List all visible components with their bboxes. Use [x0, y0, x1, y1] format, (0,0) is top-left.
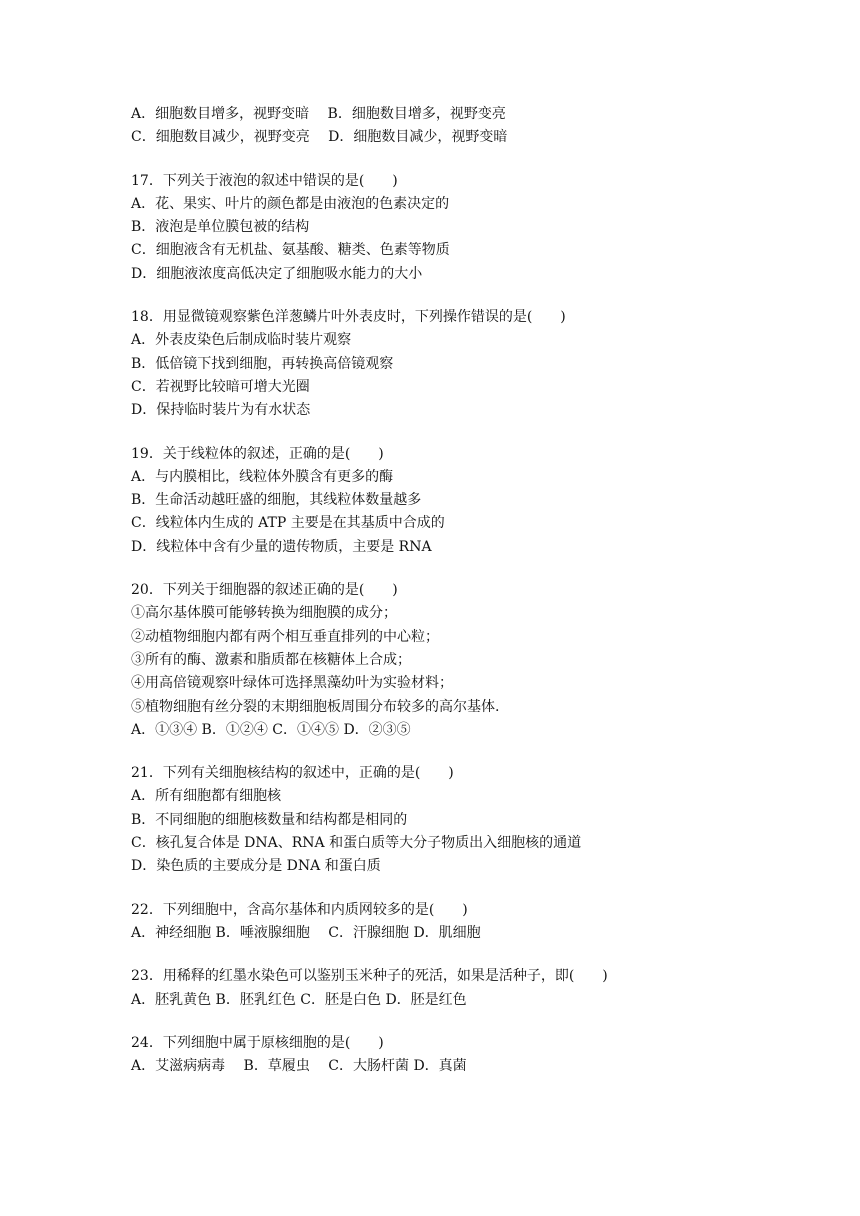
question-line: D．细胞液浓度高低决定了细胞吸水能力的大小: [131, 265, 423, 282]
question-line: B．低倍镜下找到细胞，再转换高倍镜观察: [131, 355, 394, 372]
question-line: B．不同细胞的细胞核数量和结构都是相同的: [131, 811, 408, 828]
question-stem: 24．下列细胞中属于原核细胞的是( ): [131, 1034, 384, 1051]
question-line: C．若视野比较暗可增大光圈: [131, 378, 310, 395]
question-line: A．细胞数目增多，视野变暗 B．细胞数目增多，视野变亮: [131, 106, 506, 122]
block-gap: [131, 286, 751, 306]
block-gap: [131, 1012, 751, 1032]
question-line: A．所有细胞都有细胞核: [131, 788, 282, 805]
question-line: A．艾滋病病毒 B．草履虫 C．大肠杆菌 D．真菌: [131, 1058, 467, 1075]
block-gap: [131, 945, 751, 965]
question-line: ①高尔基体膜可能够转换为细胞膜的成分；: [131, 605, 397, 622]
question-line: B．生命活动越旺盛的细胞，其线粒体数量越多: [131, 492, 422, 509]
question-block: [131, 306, 751, 422]
question-stem: 21．下列有关细胞核结构的叙述中，正确的是( ): [131, 765, 454, 782]
question-stem: 18．用显微镜观察紫色洋葱鳞片叶外表皮时，下列操作错误的是( ): [131, 309, 566, 326]
question-block: [131, 1032, 751, 1079]
question-stem: 19．关于线粒体的叙述，正确的是( ): [131, 445, 384, 462]
block-gap: [131, 879, 751, 899]
question-line: A．与内膜相比，线粒体外膜含有更多的酶: [131, 468, 394, 485]
question-line: ⑤植物细胞有丝分裂的末期细胞板周围分布较多的高尔基体.: [131, 698, 500, 715]
question-block: [131, 762, 751, 878]
question-line: C．细胞数目减少，视野变亮 D．细胞数目减少，视野变暗: [131, 129, 508, 146]
question-line: ②动植物细胞内都有两个相互垂直排列的中心粒；: [131, 628, 439, 645]
question-line: C．线粒体内生成的 ATP 主要是在其基质中合成的: [131, 515, 445, 532]
question-stem: 20．下列关于细胞器的叙述正确的是( ): [131, 582, 398, 599]
block-gap: [131, 742, 751, 762]
question-block: [131, 170, 751, 286]
question-block: [131, 965, 751, 1012]
question-line: A．外表皮染色后制成临时装片观察: [131, 332, 352, 349]
question-line: ③所有的酶、激素和脂质都在核糖体上合成；: [131, 651, 411, 668]
question-block: [131, 899, 751, 946]
question-line: A．神经细胞 B．唾液腺细胞 C．汗腺细胞 D．肌细胞: [131, 924, 481, 941]
question-line: C．核孔复合体是 DNA、RNA 和蛋白质等大分子物质出入细胞核的通道: [131, 835, 582, 852]
question-line: D．线粒体中含有少量的遗传物质，主要是 RNA: [131, 538, 432, 555]
question-line: A．胚乳黄色 B．胚乳红色 C．胚是白色 D．胚是红色: [131, 991, 467, 1008]
question-block: [131, 443, 751, 559]
question-line: A．①③④ B．①②④ C．①④⑤ D．②③⑤: [131, 721, 411, 738]
question-16-options: [131, 103, 751, 150]
question-line: B．液泡是单位膜包被的结构: [131, 219, 310, 236]
question-stem: 23．用稀释的红墨水染色可以鉴别玉米种子的死活，如果是活种子，即( ): [131, 968, 608, 985]
question-line: C．细胞液含有无机盐、氨基酸、糖类、色素等物质: [131, 242, 450, 259]
question-list: [131, 103, 751, 1078]
question-block: [131, 579, 751, 742]
question-line: D．保持临时装片为有水状态: [131, 402, 311, 419]
question-line: ④用高倍镜观察叶绿体可选择黑藻幼叶为实验材料；: [131, 675, 453, 692]
question-line: A．花、果实、叶片的颜色都是由液泡的色素决定的: [131, 195, 450, 212]
question-line: D．染色质的主要成分是 DNA 和蛋白质: [131, 858, 381, 875]
block-gap: [131, 150, 751, 170]
question-stem: 17．下列关于液泡的叙述中错误的是( ): [131, 172, 398, 189]
block-gap: [131, 559, 751, 579]
question-stem: 22．下列细胞中，含高尔基体和内质网较多的是( ): [131, 901, 468, 918]
block-gap: [131, 423, 751, 443]
